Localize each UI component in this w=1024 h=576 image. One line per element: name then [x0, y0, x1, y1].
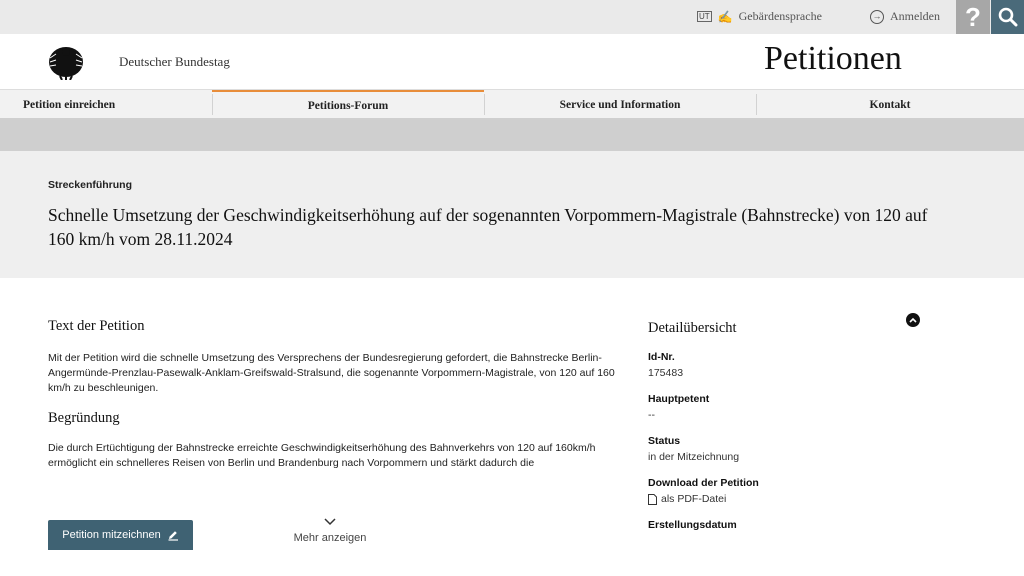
institution-name[interactable]: Deutscher Bundestag — [119, 54, 230, 69]
sign-petition-label: Petition mitzeichnen — [62, 529, 161, 541]
utility-bar — [0, 0, 1024, 34]
search-icon — [998, 7, 1018, 27]
petition-header — [0, 151, 1024, 278]
detail-download — [648, 477, 928, 505]
show-more-label: Mehr anzeigen — [293, 532, 367, 544]
detail-label: Id-Nr. — [648, 351, 675, 363]
petition-title: Schnelle Umsetzung der Geschwindigkeitserhöhung auf der sogenannten Vorpommern-Magistrale (Bahnstrecke) von 120 auf 160 km/h vom 28.11.2024 — [48, 205, 928, 249]
main-navigation — [0, 89, 1024, 119]
detail-value: -- — [648, 409, 655, 421]
petition-reason-heading: Begründung — [48, 410, 120, 426]
pencil-icon — [167, 529, 179, 541]
login-link[interactable] — [870, 9, 940, 24]
petition-category: Streckenführung — [48, 179, 133, 191]
nav-item-petition-einreichen[interactable]: Petition einreichen — [23, 98, 116, 111]
download-pdf-label: als PDF-Datei — [661, 493, 727, 505]
detail-overview — [648, 320, 928, 545]
sign-language-label: Gebärdensprache — [738, 9, 822, 23]
chevron-down-icon — [324, 518, 336, 526]
detail-label: Download der Petition — [648, 477, 759, 489]
login-label: Anmelden — [890, 9, 940, 23]
detail-overview-heading: Detailübersicht — [648, 320, 737, 336]
petition-text: Mit der Petition wird die schnelle Umsetzung des Versprechens der Bundesregierung gefordert, die Bahnstrecke Berlin-Angermünde-Prenzlau-Pasewalk-Anklam-Greifswald-Stralsund, die sogenannte Vorpommern-Magistrale, von 120 auf 160 km/h zu beschleunigen. — [48, 352, 615, 394]
login-icon: → — [870, 10, 884, 24]
detail-label: Hauptpetent — [648, 393, 710, 405]
breadcrumb-strip — [0, 119, 1024, 151]
nav-item-kontakt[interactable]: Kontakt — [869, 98, 911, 111]
detail-id — [648, 351, 928, 379]
detail-value: 175483 — [648, 367, 684, 379]
search-button[interactable] — [991, 0, 1024, 34]
detail-status — [648, 435, 928, 463]
detail-value: in der Mitzeichnung — [648, 451, 740, 463]
petition-text-heading: Text der Petition — [48, 318, 145, 334]
nav-item-petitions-forum[interactable]: Petitions-Forum — [212, 90, 484, 119]
sign-petition-button[interactable] — [48, 520, 193, 550]
help-button[interactable]: ? — [956, 0, 990, 34]
nav-item-service-information[interactable]: Service und Information — [559, 98, 681, 111]
site-header — [0, 34, 1024, 90]
detail-label: Status — [648, 435, 681, 447]
federal-eagle-logo[interactable] — [46, 44, 86, 80]
download-pdf-link[interactable] — [648, 493, 928, 505]
detail-label: Erstellungsdatum — [648, 519, 737, 531]
site-brand-title[interactable]: Petitionen — [764, 40, 902, 77]
detail-petitioner — [648, 393, 928, 421]
petition-reason: Die durch Ertüchtigung der Bahnstrecke erreichte Geschwindigkeitserhöhung des Bahnverkehrs von 120 auf 160km/h ermöglicht ein schnelleres Reisen von Berlin und Brandenburg nach Vorpommern und stärkt dadurch die — [48, 442, 596, 469]
sign-language-link[interactable] — [697, 9, 822, 24]
petition-content — [48, 318, 618, 471]
file-icon — [648, 494, 657, 505]
hand-sign-icon: ✍ — [717, 9, 733, 24]
detail-created — [648, 519, 928, 531]
ut-badge-icon: UT — [699, 12, 710, 21]
show-more-button[interactable] — [290, 518, 370, 544]
